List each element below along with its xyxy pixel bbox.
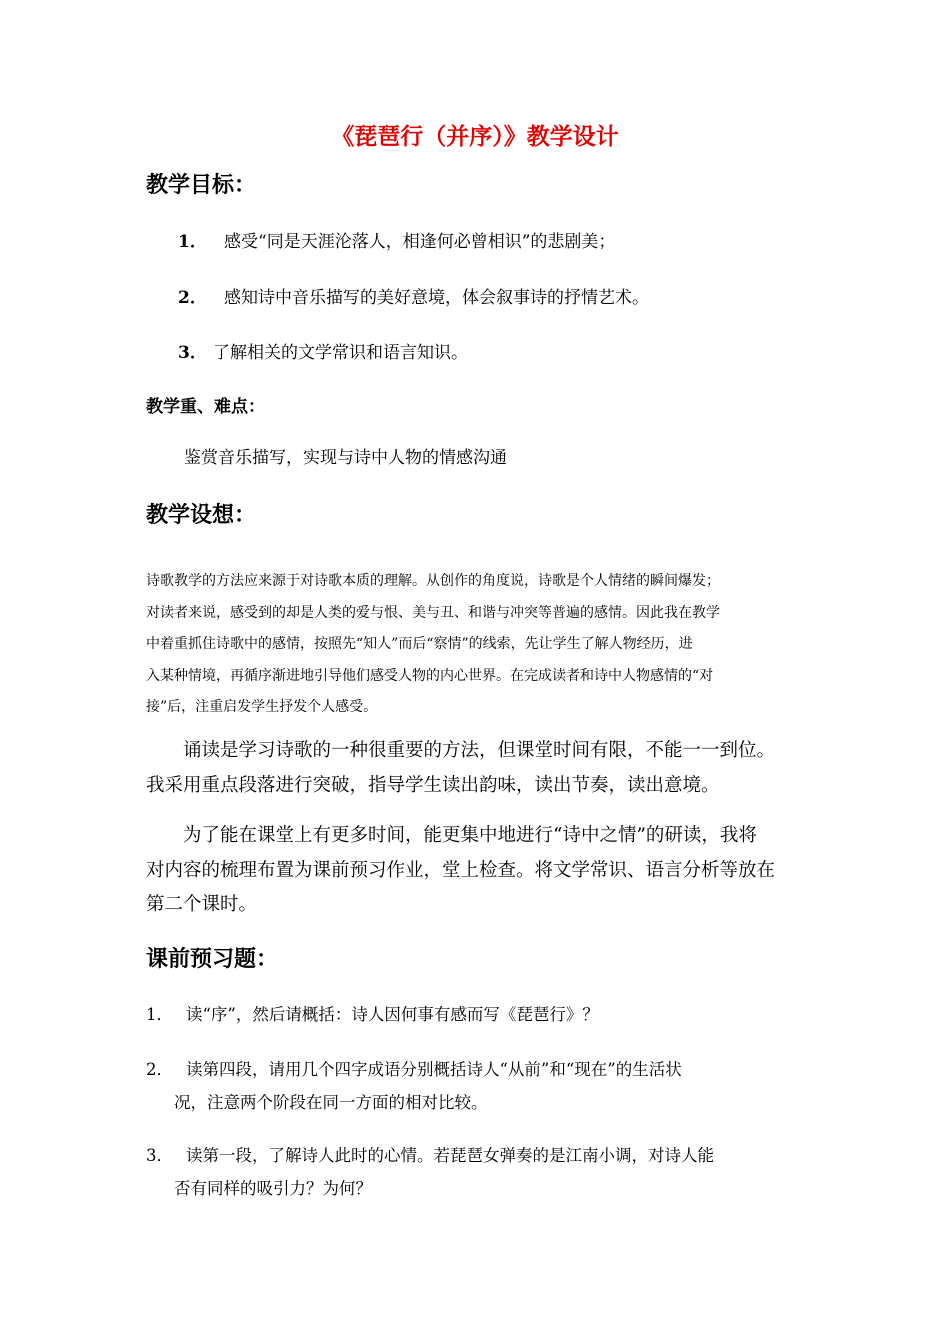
goal-text: 了解相关的文学常识和语言知识。 (213, 343, 468, 363)
question-text-continued: 否有同样的吸引力？为何？ (174, 1179, 372, 1198)
paragraph-line: 接”后，注重启发学生抒发个人感受。 (146, 699, 378, 715)
goal-number: 2． (178, 288, 207, 308)
goal-text: 感受“同是天涯沦落人，相逢何必曾相识”的悲剧美； (224, 232, 616, 252)
question-text: 读“序”，然后请概括：诗人因何事有感而写《琵琶行》？ (186, 1005, 599, 1024)
key-points-text: 鉴赏音乐描写，实现与诗中人物的情感沟通 (184, 448, 507, 468)
paragraph-line: 为了能在课堂上有更多时间，能更集中地进行“诗中之情”的研读，我将 (183, 825, 757, 846)
paragraph-line: 诗歌教学的方法应来源于对诗歌本质的理解。从创作的角度说，诗歌是个人情绪的瞬间爆发； (146, 573, 720, 589)
goal-item-2 (178, 283, 649, 308)
question-number: 3． (146, 1146, 173, 1165)
key-points-heading: 教学重、难点： (146, 397, 265, 417)
design-paragraph-3 (146, 819, 806, 923)
question-2 (146, 1056, 682, 1113)
question-text-continued: 况，注意两个阶段在同一方面的相对比较。 (174, 1093, 488, 1112)
paragraph-line: 对内容的梳理布置为课前预习作业，堂上检查。将文学常识、语言分析等放在 (146, 859, 776, 881)
goals-heading: 教学目标： (146, 172, 257, 198)
question-number: 2． (146, 1060, 173, 1079)
goal-number: 1． (178, 232, 207, 252)
goal-item-3 (178, 338, 468, 363)
question-3 (146, 1142, 714, 1199)
question-text: 读第一段，了解诗人此时的心情。若琵琶女弹奏的是江南小调，对诗人能 (186, 1146, 714, 1165)
question-1 (146, 1001, 599, 1025)
preview-heading: 课前预习题： (146, 946, 279, 972)
paragraph-line: 我采用重点段落进行突破，指导学生读出韵味，读出节奏，读出意境。 (146, 774, 720, 796)
design-paragraph-2 (146, 734, 806, 803)
question-text: 读第四段，请用几个四字成语分别概括诗人“从前”和“现在”的生活状 (186, 1060, 682, 1079)
paragraph-line: 入某种情境，再循序渐进地引导他们感受人物的内心世界。在完成读者和诗中人物感情的“对 (146, 667, 714, 684)
paragraph-line: 第二个课时。 (146, 894, 258, 915)
document-title: 《琵琶行（并序）》教学设计 (331, 123, 619, 150)
goal-number: 3． (178, 343, 207, 363)
paragraph-line: 对读者来说，感受到的却是人类的爱与恨、美与丑、和谐与冲突等普遍的感情。因此我在教学 (146, 604, 720, 621)
goal-item-1 (178, 227, 615, 252)
goal-text: 感知诗中音乐描写的美好意境，体会叙事诗的抒情艺术。 (224, 288, 649, 308)
question-number: 1． (146, 1005, 173, 1024)
paragraph-line: 中着重抓住诗歌中的感情，按照先“知人”而后“察情”的线索，先让学生了解人物经历，进 (146, 636, 693, 652)
paragraph-line: 诵读是学习诗歌的一种很重要的方法，但课堂时间有限，不能一一到位。 (183, 740, 776, 761)
design-heading: 教学设想： (146, 502, 257, 528)
design-paragraph-1 (146, 566, 806, 724)
